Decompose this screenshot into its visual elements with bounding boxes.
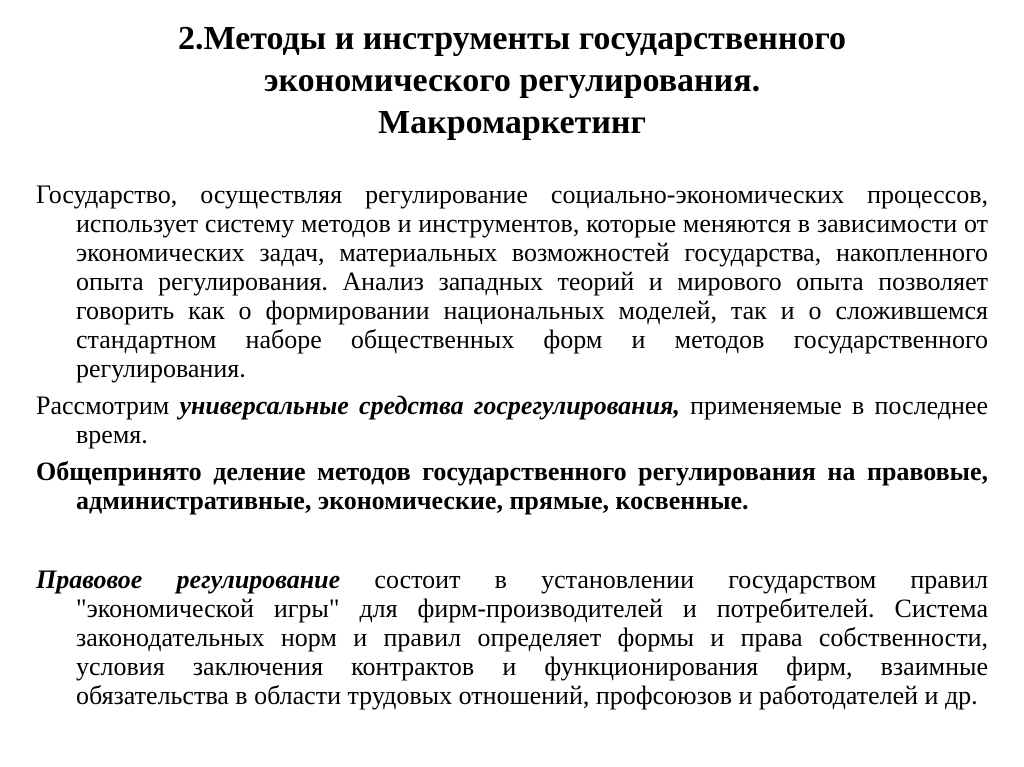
paragraph-method-classification: Общепринято деление методов государственного регулирования на правовые, административные, экономические, прямые, косвенные. (36, 457, 988, 515)
title-line-1: 2.Методы и инструменты государственного (177, 20, 847, 57)
universal-tools-emphasis: универсальные средства госрегулирования, (179, 391, 680, 420)
slide-title (60, 18, 964, 144)
legal-regulation-emphasis: Правовое регулирование (36, 565, 341, 594)
paragraph-legal-regulation-tail: состоит в установлении государством правил "экономической игры" для фирм-производителей и потребителей. Система законодательных норм и правил определяет формы и права собственности, условия заключения контрактов и функционирования фирм, взаимные обязательства в области трудовых отношений, профсоюзов и работодателей и др. (76, 565, 989, 710)
paragraph-universal-tools-lead: Рассмотрим (36, 391, 180, 420)
paragraph-universal-tools-tail: применяемые в последнее время. (76, 391, 988, 449)
paragraph-legal-regulation (36, 565, 988, 710)
paragraph-universal-tools (36, 391, 988, 449)
paragraph-state-regulation: Государство, осуществляя регулирование социально-экономических процессов, использует систему методов и инструментов, которые меняются в зависимости от экономических задач, материальных возможностей государства, накопленного опыта регулирования. Анализ западных теорий и мирового опыта позволяет говорить как о формировании национальных моделей, так и о сложившемся стандартном наборе общественных форм и методов государственного регулирования. (36, 180, 988, 383)
title-line-2: экономического регулирования. (263, 62, 761, 99)
slide-body (36, 180, 988, 718)
title-line-3: Макромаркетинг (378, 104, 646, 141)
